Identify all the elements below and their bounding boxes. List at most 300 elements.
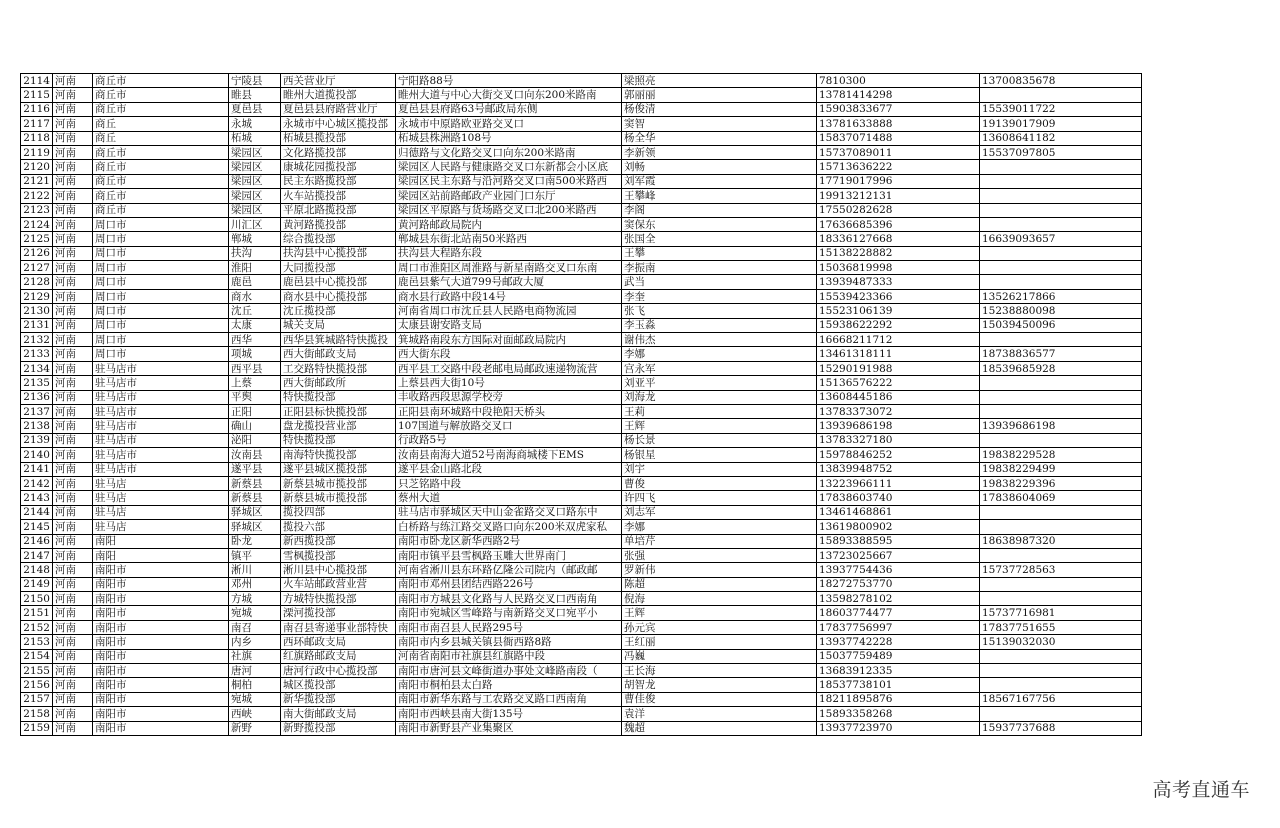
- cell-contact-person: 李娜: [622, 520, 817, 534]
- cell-row-number: 2149: [21, 577, 53, 591]
- cell-outlet-name: 特快揽投部: [281, 433, 396, 447]
- cell-county: 睢县: [229, 88, 281, 102]
- cell-phone-primary: 15737089011: [817, 145, 980, 159]
- cell-phone-primary: 15903833677: [817, 102, 980, 116]
- table-row: [21, 102, 1142, 116]
- cell-contact-person: 武当: [622, 275, 817, 289]
- cell-row-number: 2138: [21, 419, 53, 433]
- cell-phone-secondary: [980, 664, 1142, 678]
- cell-county: 新蔡县: [229, 491, 281, 505]
- cell-contact-person: 王红丽: [622, 635, 817, 649]
- cell-phone-secondary: 13939686198: [980, 419, 1142, 433]
- cell-phone-secondary: [980, 548, 1142, 562]
- cell-phone-secondary: 17838604069: [980, 491, 1142, 505]
- cell-contact-person: 王辉: [622, 419, 817, 433]
- cell-phone-secondary: [980, 333, 1142, 347]
- cell-outlet-name: 永城市中心城区揽投部: [281, 117, 396, 131]
- cell-outlet-name: 火车站揽投部: [281, 189, 396, 203]
- table-row: [21, 678, 1142, 692]
- cell-contact-person: 梁照亮: [622, 74, 817, 88]
- cell-address: 睢州大道与中心大街交叉口向东200米路南: [396, 88, 622, 102]
- cell-address: 107国道与解放路交叉口: [396, 419, 622, 433]
- cell-outlet-name: 夏邑县县府路营业厅: [281, 102, 396, 116]
- table-row: [21, 505, 1142, 519]
- cell-city: 周口市: [93, 304, 229, 318]
- cell-province: 河南: [53, 347, 93, 361]
- table-row: [21, 635, 1142, 649]
- cell-outlet-name: 西华县箕城路特快揽投: [281, 333, 396, 347]
- cell-province: 河南: [53, 174, 93, 188]
- cell-address: 遂平县金山路北段: [396, 462, 622, 476]
- cell-outlet-name: 红旗路邮政支局: [281, 649, 396, 663]
- cell-city: 商丘市: [93, 102, 229, 116]
- cell-county: 内乡: [229, 635, 281, 649]
- cell-county: 平舆: [229, 390, 281, 404]
- cell-county: 夏邑县: [229, 102, 281, 116]
- cell-address: 西平县工交路中段老邮电局邮政速递物流营: [396, 361, 622, 375]
- cell-contact-person: 李新领: [622, 145, 817, 159]
- table-row: [21, 189, 1142, 203]
- table-row: [21, 261, 1142, 275]
- cell-phone-primary: 18211895876: [817, 692, 980, 706]
- table-row: [21, 520, 1142, 534]
- cell-phone-primary: 13937742228: [817, 635, 980, 649]
- table-row: [21, 232, 1142, 246]
- cell-city: 周口市: [93, 275, 229, 289]
- cell-province: 河南: [53, 606, 93, 620]
- cell-contact-person: 刘宇: [622, 462, 817, 476]
- cell-province: 河南: [53, 246, 93, 260]
- table-row: [21, 117, 1142, 131]
- cell-phone-primary: 13939487333: [817, 275, 980, 289]
- cell-county: 泌阳: [229, 433, 281, 447]
- table-row: [21, 491, 1142, 505]
- cell-contact-person: 刘畅: [622, 160, 817, 174]
- cell-phone-primary: 17837756997: [817, 620, 980, 634]
- cell-county: 鹿邑: [229, 275, 281, 289]
- table-row: [21, 174, 1142, 188]
- cell-phone-secondary: 13608641182: [980, 131, 1142, 145]
- table-row: [21, 160, 1142, 174]
- cell-phone-primary: 19913212131: [817, 189, 980, 203]
- cell-phone-primary: 18603774477: [817, 606, 980, 620]
- cell-county: 梁园区: [229, 174, 281, 188]
- cell-city: 南阳: [93, 548, 229, 562]
- cell-outlet-name: 揽投六部: [281, 520, 396, 534]
- cell-county: 太康: [229, 318, 281, 332]
- cell-outlet-name: 柘城县揽投部: [281, 131, 396, 145]
- cell-outlet-name: 盘龙揽投营业部: [281, 419, 396, 433]
- cell-city: 驻马店市: [93, 376, 229, 390]
- cell-phone-secondary: 18738836577: [980, 347, 1142, 361]
- cell-address: 河南省周口市沈丘县人民路电商物流园: [396, 304, 622, 318]
- cell-phone-secondary: 19139017909: [980, 117, 1142, 131]
- cell-contact-person: 张飞: [622, 304, 817, 318]
- cell-province: 河南: [53, 548, 93, 562]
- cell-address: 永城市中原路欧亚路交叉口: [396, 117, 622, 131]
- cell-row-number: 2157: [21, 692, 53, 706]
- cell-outlet-name: 平原北路揽投部: [281, 203, 396, 217]
- cell-province: 河南: [53, 491, 93, 505]
- cell-phone-secondary: [980, 88, 1142, 102]
- cell-contact-person: 杨俊清: [622, 102, 817, 116]
- cell-row-number: 2117: [21, 117, 53, 131]
- cell-contact-person: 袁洋: [622, 707, 817, 721]
- contact-table: [20, 73, 1142, 736]
- cell-phone-primary: 13939686198: [817, 419, 980, 433]
- cell-phone-secondary: 15537097805: [980, 145, 1142, 159]
- cell-phone-primary: 13461468861: [817, 505, 980, 519]
- cell-outlet-name: 南召县寄递事业部特快: [281, 620, 396, 634]
- cell-row-number: 2154: [21, 649, 53, 663]
- cell-phone-secondary: 19838229396: [980, 476, 1142, 490]
- cell-phone-secondary: [980, 390, 1142, 404]
- cell-contact-person: 胡智龙: [622, 678, 817, 692]
- cell-address: 梁园区平原路与货场路交叉口北200米路西: [396, 203, 622, 217]
- table-row: [21, 404, 1142, 418]
- cell-city: 商丘市: [93, 203, 229, 217]
- cell-outlet-name: 唐河行政中心揽投部: [281, 664, 396, 678]
- cell-phone-primary: 18336127668: [817, 232, 980, 246]
- cell-outlet-name: 康城花园揽投部: [281, 160, 396, 174]
- cell-city: 周口市: [93, 232, 229, 246]
- table-row: [21, 692, 1142, 706]
- cell-county: 西峡: [229, 707, 281, 721]
- cell-row-number: 2155: [21, 664, 53, 678]
- cell-row-number: 2125: [21, 232, 53, 246]
- cell-phone-primary: 15893358268: [817, 707, 980, 721]
- table-row: [21, 664, 1142, 678]
- cell-address: 梁园区民主东路与沿河路交叉口南500米路西: [396, 174, 622, 188]
- cell-contact-person: 魏超: [622, 721, 817, 735]
- cell-city: 商丘: [93, 131, 229, 145]
- cell-province: 河南: [53, 145, 93, 159]
- cell-outlet-name: 商水县中心揽投部: [281, 289, 396, 303]
- table-row: [21, 707, 1142, 721]
- cell-province: 河南: [53, 635, 93, 649]
- table-row: [21, 419, 1142, 433]
- cell-city: 南阳市: [93, 606, 229, 620]
- table-row: [21, 203, 1142, 217]
- cell-outlet-name: 鹿邑县中心揽投部: [281, 275, 396, 289]
- table-row: [21, 592, 1142, 606]
- cell-address: 梁园区站前路邮政产业园门口东厅: [396, 189, 622, 203]
- cell-contact-person: 王辉: [622, 606, 817, 620]
- cell-phone-secondary: 19838229499: [980, 462, 1142, 476]
- cell-row-number: 2136: [21, 390, 53, 404]
- cell-row-number: 2126: [21, 246, 53, 260]
- cell-province: 河南: [53, 520, 93, 534]
- cell-row-number: 2158: [21, 707, 53, 721]
- table-row: [21, 462, 1142, 476]
- table-row: [21, 318, 1142, 332]
- table-row: [21, 145, 1142, 159]
- table-row: [21, 217, 1142, 231]
- cell-phone-primary: 17636685396: [817, 217, 980, 231]
- cell-contact-person: 李玉淼: [622, 318, 817, 332]
- cell-contact-person: 王攀峰: [622, 189, 817, 203]
- cell-row-number: 2153: [21, 635, 53, 649]
- table-row: [21, 606, 1142, 620]
- cell-county: 沈丘: [229, 304, 281, 318]
- cell-address: 白桥路与练江路交叉路口向东200米双虎家私: [396, 520, 622, 534]
- cell-row-number: 2132: [21, 333, 53, 347]
- cell-outlet-name: 新蔡县城市揽投部: [281, 476, 396, 490]
- cell-row-number: 2151: [21, 606, 53, 620]
- cell-phone-primary: 13223966111: [817, 476, 980, 490]
- cell-city: 商丘市: [93, 74, 229, 88]
- cell-contact-person: 李娜: [622, 347, 817, 361]
- cell-phone-primary: 17838603740: [817, 491, 980, 505]
- cell-row-number: 2119: [21, 145, 53, 159]
- cell-city: 南阳市: [93, 635, 229, 649]
- cell-address: 柘城县株洲路108号: [396, 131, 622, 145]
- cell-phone-secondary: 13700835678: [980, 74, 1142, 88]
- cell-county: 郸城: [229, 232, 281, 246]
- cell-contact-person: 宫永军: [622, 361, 817, 375]
- cell-row-number: 2121: [21, 174, 53, 188]
- cell-contact-person: 许四飞: [622, 491, 817, 505]
- cell-province: 河南: [53, 261, 93, 275]
- cell-row-number: 2115: [21, 88, 53, 102]
- cell-contact-person: 王长海: [622, 664, 817, 678]
- cell-phone-primary: 13598278102: [817, 592, 980, 606]
- cell-outlet-name: 西环邮政支局: [281, 635, 396, 649]
- cell-county: 淅川: [229, 563, 281, 577]
- cell-contact-person: 曹佳俊: [622, 692, 817, 706]
- cell-county: 梁园区: [229, 203, 281, 217]
- cell-province: 河南: [53, 678, 93, 692]
- cell-phone-secondary: 15737728563: [980, 563, 1142, 577]
- cell-row-number: 2139: [21, 433, 53, 447]
- cell-address: 南阳市南召县人民路295号: [396, 620, 622, 634]
- cell-city: 南阳: [93, 534, 229, 548]
- cell-phone-secondary: [980, 174, 1142, 188]
- cell-outlet-name: 火车站邮政营业营: [281, 577, 396, 591]
- cell-phone-primary: 18272753770: [817, 577, 980, 591]
- cell-county: 驿城区: [229, 520, 281, 534]
- cell-outlet-name: 南海特快揽投部: [281, 448, 396, 462]
- cell-province: 河南: [53, 275, 93, 289]
- cell-county: 永城: [229, 117, 281, 131]
- cell-row-number: 2147: [21, 548, 53, 562]
- cell-outlet-name: 方城特快揽投部: [281, 592, 396, 606]
- table-row: [21, 448, 1142, 462]
- cell-city: 驻马店市: [93, 404, 229, 418]
- cell-row-number: 2120: [21, 160, 53, 174]
- cell-address: 鹿邑县紫气大道799号邮政大厦: [396, 275, 622, 289]
- cell-row-number: 2143: [21, 491, 53, 505]
- table-row: [21, 577, 1142, 591]
- table-body: [21, 74, 1142, 736]
- cell-city: 驻马店: [93, 520, 229, 534]
- cell-county: 梁园区: [229, 145, 281, 159]
- cell-row-number: 2144: [21, 505, 53, 519]
- cell-row-number: 2159: [21, 721, 53, 735]
- watermark-text: 高考直通车: [1152, 779, 1250, 801]
- cell-row-number: 2146: [21, 534, 53, 548]
- cell-city: 南阳市: [93, 563, 229, 577]
- cell-phone-secondary: [980, 160, 1142, 174]
- cell-address: 南阳市新华东路与工农路交叉路口西南角: [396, 692, 622, 706]
- cell-city: 周口市: [93, 289, 229, 303]
- cell-phone-primary: 17719017996: [817, 174, 980, 188]
- cell-row-number: 2131: [21, 318, 53, 332]
- cell-city: 周口市: [93, 333, 229, 347]
- cell-contact-person: 李奎: [622, 289, 817, 303]
- cell-city: 南阳市: [93, 692, 229, 706]
- cell-city: 南阳市: [93, 649, 229, 663]
- cell-phone-primary: 15138228882: [817, 246, 980, 260]
- cell-outlet-name: 淅川县中心揽投部: [281, 563, 396, 577]
- cell-row-number: 2137: [21, 404, 53, 418]
- cell-city: 周口市: [93, 347, 229, 361]
- cell-phone-primary: 13781633888: [817, 117, 980, 131]
- cell-phone-primary: 15037759489: [817, 649, 980, 663]
- cell-province: 河南: [53, 462, 93, 476]
- table-row: [21, 433, 1142, 447]
- table-row: [21, 246, 1142, 260]
- cell-province: 河南: [53, 404, 93, 418]
- cell-city: 商丘市: [93, 88, 229, 102]
- cell-city: 驻马店市: [93, 448, 229, 462]
- cell-province: 河南: [53, 74, 93, 88]
- cell-address: 南阳市方城县文化路与人民路交叉口西南角: [396, 592, 622, 606]
- cell-address: 西大街东段: [396, 347, 622, 361]
- cell-phone-primary: 13783373072: [817, 404, 980, 418]
- cell-province: 河南: [53, 289, 93, 303]
- cell-row-number: 2122: [21, 189, 53, 203]
- cell-phone-primary: 16668211712: [817, 333, 980, 347]
- cell-province: 河南: [53, 333, 93, 347]
- cell-phone-secondary: 15039450096: [980, 318, 1142, 332]
- cell-outlet-name: 溧河揽投部: [281, 606, 396, 620]
- cell-contact-person: 刘海龙: [622, 390, 817, 404]
- cell-province: 河南: [53, 692, 93, 706]
- cell-address: 丰收路西段思源学校旁: [396, 390, 622, 404]
- cell-phone-secondary: 16639093657: [980, 232, 1142, 246]
- cell-row-number: 2127: [21, 261, 53, 275]
- cell-phone-primary: 13683912335: [817, 664, 980, 678]
- cell-row-number: 2133: [21, 347, 53, 361]
- cell-row-number: 2123: [21, 203, 53, 217]
- cell-phone-secondary: 15238880098: [980, 304, 1142, 318]
- cell-province: 河南: [53, 620, 93, 634]
- cell-address: 南阳市邓州县团结西路226号: [396, 577, 622, 591]
- table-row: [21, 620, 1142, 634]
- cell-outlet-name: 西大街邮政支局: [281, 347, 396, 361]
- cell-address: 驻马店市驿城区天中山金雀路交叉口路东中: [396, 505, 622, 519]
- cell-outlet-name: 新蔡县城市揽投部: [281, 491, 396, 505]
- cell-phone-primary: 13783327180: [817, 433, 980, 447]
- cell-outlet-name: 文化路揽投部: [281, 145, 396, 159]
- cell-phone-primary: 15136576222: [817, 376, 980, 390]
- cell-phone-secondary: 18539685928: [980, 361, 1142, 375]
- table-row: [21, 476, 1142, 490]
- cell-phone-primary: 13461318111: [817, 347, 980, 361]
- cell-outlet-name: 睢州大道揽投部: [281, 88, 396, 102]
- cell-address: 南阳市镇平县雪枫路玉雕大世界南门: [396, 548, 622, 562]
- cell-phone-primary: 15713636222: [817, 160, 980, 174]
- cell-contact-person: 王攀: [622, 246, 817, 260]
- cell-address: 归德路与文化路交叉口向东200米路南: [396, 145, 622, 159]
- cell-phone-secondary: [980, 404, 1142, 418]
- cell-phone-secondary: 18638987320: [980, 534, 1142, 548]
- cell-county: 正阳: [229, 404, 281, 418]
- cell-contact-person: 郭丽丽: [622, 88, 817, 102]
- cell-province: 河南: [53, 117, 93, 131]
- cell-address: 南阳市卧龙区新华西路2号: [396, 534, 622, 548]
- table-row: [21, 361, 1142, 375]
- cell-phone-primary: 13723025667: [817, 548, 980, 562]
- cell-contact-person: 李阁: [622, 203, 817, 217]
- cell-province: 河南: [53, 102, 93, 116]
- cell-province: 河南: [53, 664, 93, 678]
- cell-phone-secondary: [980, 505, 1142, 519]
- cell-city: 南阳市: [93, 721, 229, 735]
- cell-row-number: 2116: [21, 102, 53, 116]
- cell-contact-person: 杨银星: [622, 448, 817, 462]
- cell-row-number: 2124: [21, 217, 53, 231]
- cell-province: 河南: [53, 448, 93, 462]
- cell-province: 河南: [53, 563, 93, 577]
- cell-county: 卧龙: [229, 534, 281, 548]
- cell-row-number: 2150: [21, 592, 53, 606]
- cell-phone-secondary: 15937737688: [980, 721, 1142, 735]
- cell-address: 河南省南阳市社旗县红旗路中段: [396, 649, 622, 663]
- table-row: [21, 88, 1142, 102]
- cell-province: 河南: [53, 131, 93, 145]
- cell-county: 商水: [229, 289, 281, 303]
- cell-address: 南阳市宛城区雪峰路与南新路交叉口宛平小: [396, 606, 622, 620]
- cell-province: 河南: [53, 577, 93, 591]
- cell-phone-secondary: [980, 433, 1142, 447]
- cell-contact-person: 窦保东: [622, 217, 817, 231]
- cell-county: 川汇区: [229, 217, 281, 231]
- cell-address: 行政路5号: [396, 433, 622, 447]
- cell-address: 夏邑县县府路63号邮政局东侧: [396, 102, 622, 116]
- cell-city: 周口市: [93, 246, 229, 260]
- cell-province: 河南: [53, 649, 93, 663]
- cell-row-number: 2142: [21, 476, 53, 490]
- cell-city: 周口市: [93, 217, 229, 231]
- cell-city: 南阳市: [93, 664, 229, 678]
- cell-phone-secondary: [980, 275, 1142, 289]
- cell-row-number: 2129: [21, 289, 53, 303]
- cell-phone-primary: 13937723970: [817, 721, 980, 735]
- cell-phone-primary: 15036819998: [817, 261, 980, 275]
- cell-county: 项城: [229, 347, 281, 361]
- cell-city: 商丘市: [93, 189, 229, 203]
- cell-outlet-name: 城关支局: [281, 318, 396, 332]
- table-row: [21, 131, 1142, 145]
- cell-row-number: 2130: [21, 304, 53, 318]
- table-row: [21, 289, 1142, 303]
- cell-phone-primary: 15837071488: [817, 131, 980, 145]
- cell-county: 新野: [229, 721, 281, 735]
- cell-phone-primary: 18537738101: [817, 678, 980, 692]
- cell-province: 河南: [53, 189, 93, 203]
- cell-county: 南召: [229, 620, 281, 634]
- table-row: [21, 376, 1142, 390]
- cell-contact-person: 张强: [622, 548, 817, 562]
- cell-province: 河南: [53, 304, 93, 318]
- cell-county: 汝南县: [229, 448, 281, 462]
- cell-phone-secondary: [980, 261, 1142, 275]
- cell-province: 河南: [53, 534, 93, 548]
- cell-province: 河南: [53, 232, 93, 246]
- cell-row-number: 2140: [21, 448, 53, 462]
